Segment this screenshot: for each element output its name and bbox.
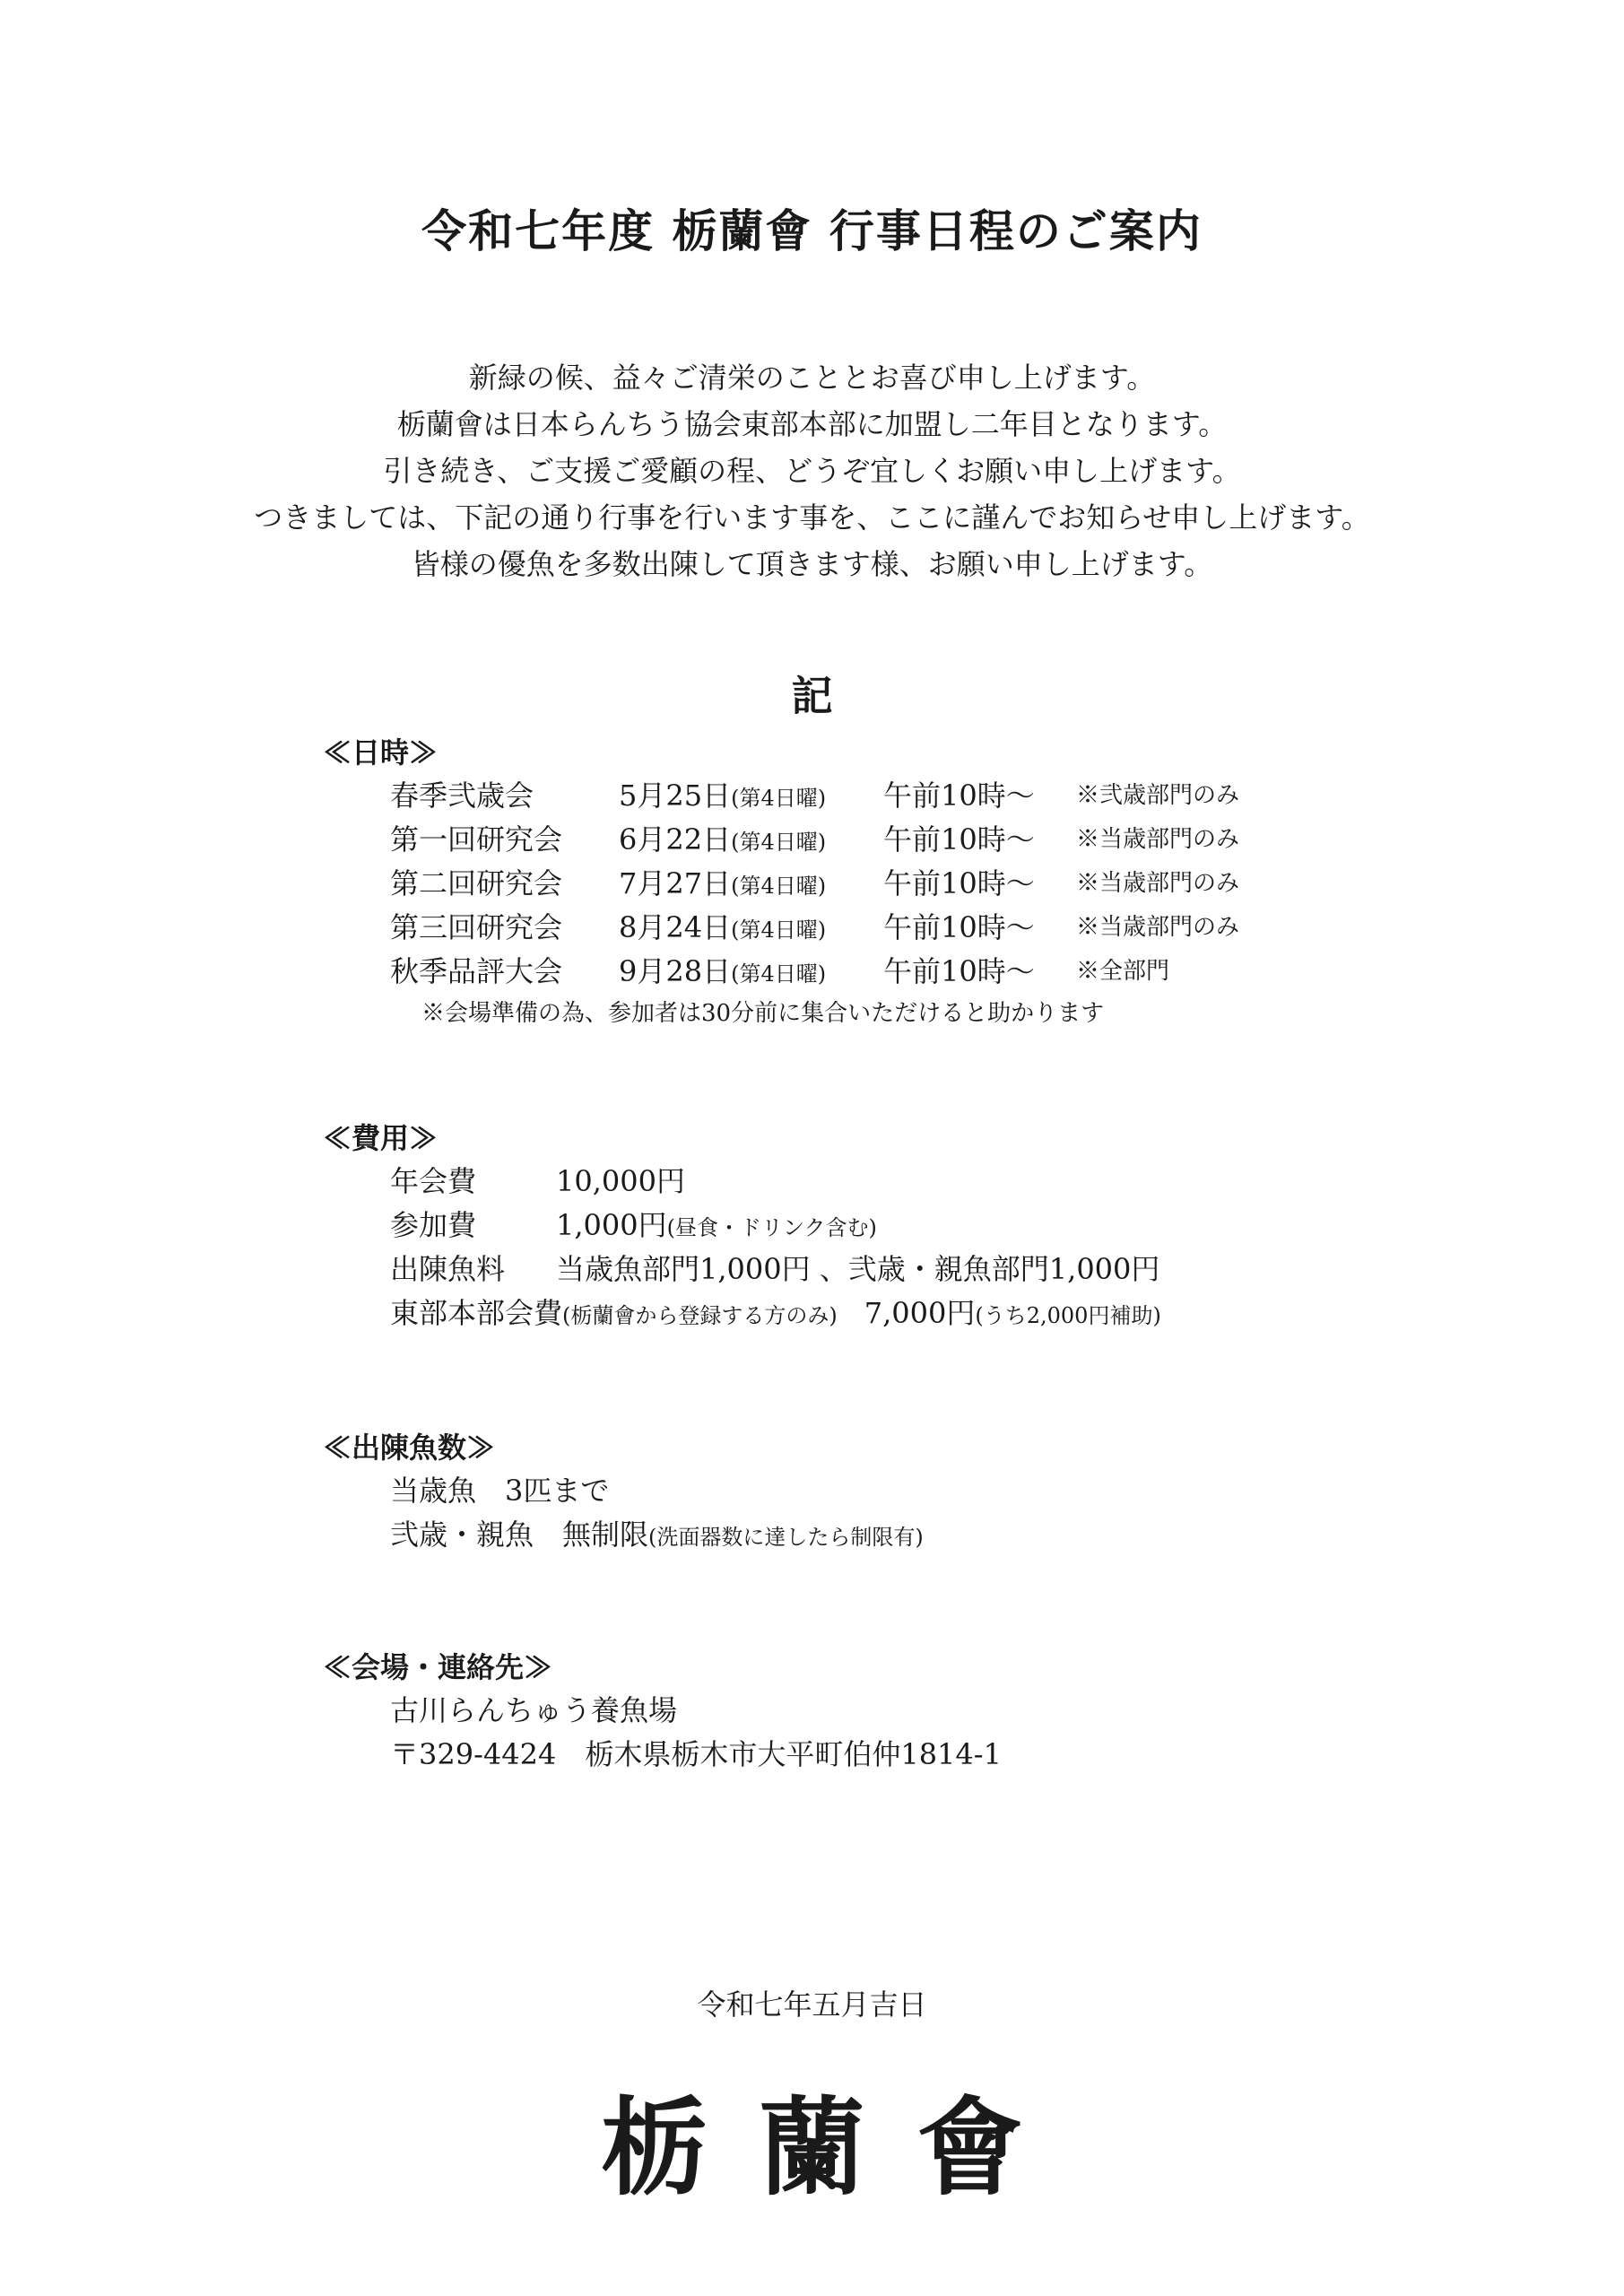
fee-label: 東部本部会費 xyxy=(390,1296,563,1330)
entry-row xyxy=(323,1469,610,1513)
schedule-row xyxy=(323,818,1240,862)
event-date-text: 9月28日 xyxy=(619,954,732,988)
ki-heading: 記 xyxy=(791,672,833,720)
greeting-line: つきましては、下記の通り行事を行います事を、ここに謹んでお知らせ申し上げます。 xyxy=(254,500,1370,535)
greeting-line: 新緑の候、益々ご清栄のこととお喜び申し上げます。 xyxy=(468,361,1156,395)
fee-amount: 1,000円 xyxy=(556,1208,667,1242)
event-weekday: (第4日曜) xyxy=(731,961,827,987)
event-time: 午前10時～ xyxy=(883,778,1035,813)
fees-heading: ≪費用≫ xyxy=(323,1121,439,1155)
venue-section xyxy=(323,1646,1002,1777)
event-name: 第二回研究会 xyxy=(390,866,563,900)
event-time: 午前10時～ xyxy=(883,866,1035,900)
venue-row xyxy=(323,1733,1002,1777)
entry-adult-text: 弐歳・親魚 無制限 xyxy=(390,1518,649,1552)
schedule-row xyxy=(323,906,1240,950)
fee-note: (栃蘭會から登録する方のみ) xyxy=(562,1303,838,1328)
event-date xyxy=(619,950,826,996)
greeting-line: 引き続き、ご支援ご愛顧の程、どうぞ宜しくお願い申し上げます。 xyxy=(383,454,1241,488)
schedule-row xyxy=(323,774,1240,818)
venue-address: 〒329-4424 栃木県栃木市大平町伯仲1814-1 xyxy=(390,1737,1002,1771)
venue-row xyxy=(323,1689,678,1733)
entries-heading: ≪出陳魚数≫ xyxy=(323,1431,496,1465)
event-date xyxy=(619,774,826,821)
fee-label: 参加費 xyxy=(390,1208,477,1242)
schedule-row xyxy=(323,862,1240,906)
greeting-line: 皆様の優魚を多数出陳して頂きます様、お願い申し上げます。 xyxy=(411,547,1213,581)
event-date-text: 5月25日 xyxy=(619,778,732,813)
entry-yearling: 当歳魚 3匹まで xyxy=(390,1474,610,1508)
issue-date: 令和七年五月吉日 xyxy=(697,1987,927,2022)
fee-row xyxy=(323,1160,685,1204)
venue-name: 古川らんちゅう養魚場 xyxy=(390,1693,678,1727)
event-note: ※弐歳部門のみ xyxy=(1076,782,1240,809)
event-time: 午前10時～ xyxy=(883,910,1035,944)
fee-amount: 7,000円 xyxy=(864,1296,976,1330)
event-note: ※当歳部門のみ xyxy=(1076,914,1240,941)
fee-row xyxy=(323,1248,1160,1292)
fee-value xyxy=(556,1204,877,1250)
event-name: 第一回研究会 xyxy=(390,822,563,857)
schedule-footnote: ※会場準備の為、参加者は30分前に集合いただけると助かります xyxy=(421,1000,1105,1027)
event-weekday: (第4日曜) xyxy=(731,918,827,943)
event-time: 午前10時～ xyxy=(883,822,1035,857)
signature-calligraphy: 栃蘭會 xyxy=(601,2085,1075,2210)
entry-adult-note: (洗面器数に達したら制限有) xyxy=(648,1525,924,1550)
fee-row xyxy=(323,1292,1161,1335)
event-weekday: (第4日曜) xyxy=(731,786,827,811)
schedule-row xyxy=(323,950,1170,994)
event-time: 午前10時～ xyxy=(883,954,1035,988)
event-name: 春季弐歳会 xyxy=(390,778,534,813)
greeting-line: 栃蘭會は日本らんちう協会東部本部に加盟し二年目となります。 xyxy=(396,407,1228,441)
fee-eastern xyxy=(390,1292,1161,1338)
event-date xyxy=(619,862,826,909)
fee-value: 当歳魚部門1,000円 、弐歳・親魚部門1,000円 xyxy=(556,1252,1160,1286)
event-note: ※当歳部門のみ xyxy=(1076,870,1240,897)
fee-row xyxy=(323,1204,877,1248)
event-date xyxy=(619,818,826,865)
fees-section xyxy=(323,1117,1161,1335)
fee-note: (昼食・ドリンク含む) xyxy=(666,1215,877,1240)
event-name: 秋季品評大会 xyxy=(390,954,563,988)
venue-heading: ≪会場・連絡先≫ xyxy=(323,1650,553,1684)
fee-label: 年会費 xyxy=(390,1164,477,1198)
document-title: 令和七年度 栃蘭會 行事日程のご案内 xyxy=(421,204,1203,257)
event-name: 第三回研究会 xyxy=(390,910,563,944)
event-date-text: 8月24日 xyxy=(619,910,732,944)
entry-row xyxy=(323,1513,924,1557)
fee-label: 出陳魚料 xyxy=(390,1252,506,1286)
event-date-text: 6月22日 xyxy=(619,822,732,857)
schedule-section xyxy=(323,731,1240,1033)
entries-section xyxy=(323,1426,924,1557)
event-date xyxy=(619,906,826,952)
event-weekday: (第4日曜) xyxy=(731,830,827,855)
event-note: ※当歳部門のみ xyxy=(1076,826,1240,853)
event-date-text: 7月27日 xyxy=(619,866,732,900)
fee-subsidy: (うち2,000円補助) xyxy=(975,1303,1161,1328)
schedule-heading: ≪日時≫ xyxy=(323,735,439,770)
event-weekday: (第4日曜) xyxy=(731,874,827,899)
entry-adult xyxy=(390,1513,924,1560)
greeting-paragraph xyxy=(0,354,1624,587)
fee-value: 10,000円 xyxy=(556,1164,685,1198)
event-note: ※全部門 xyxy=(1076,958,1170,985)
